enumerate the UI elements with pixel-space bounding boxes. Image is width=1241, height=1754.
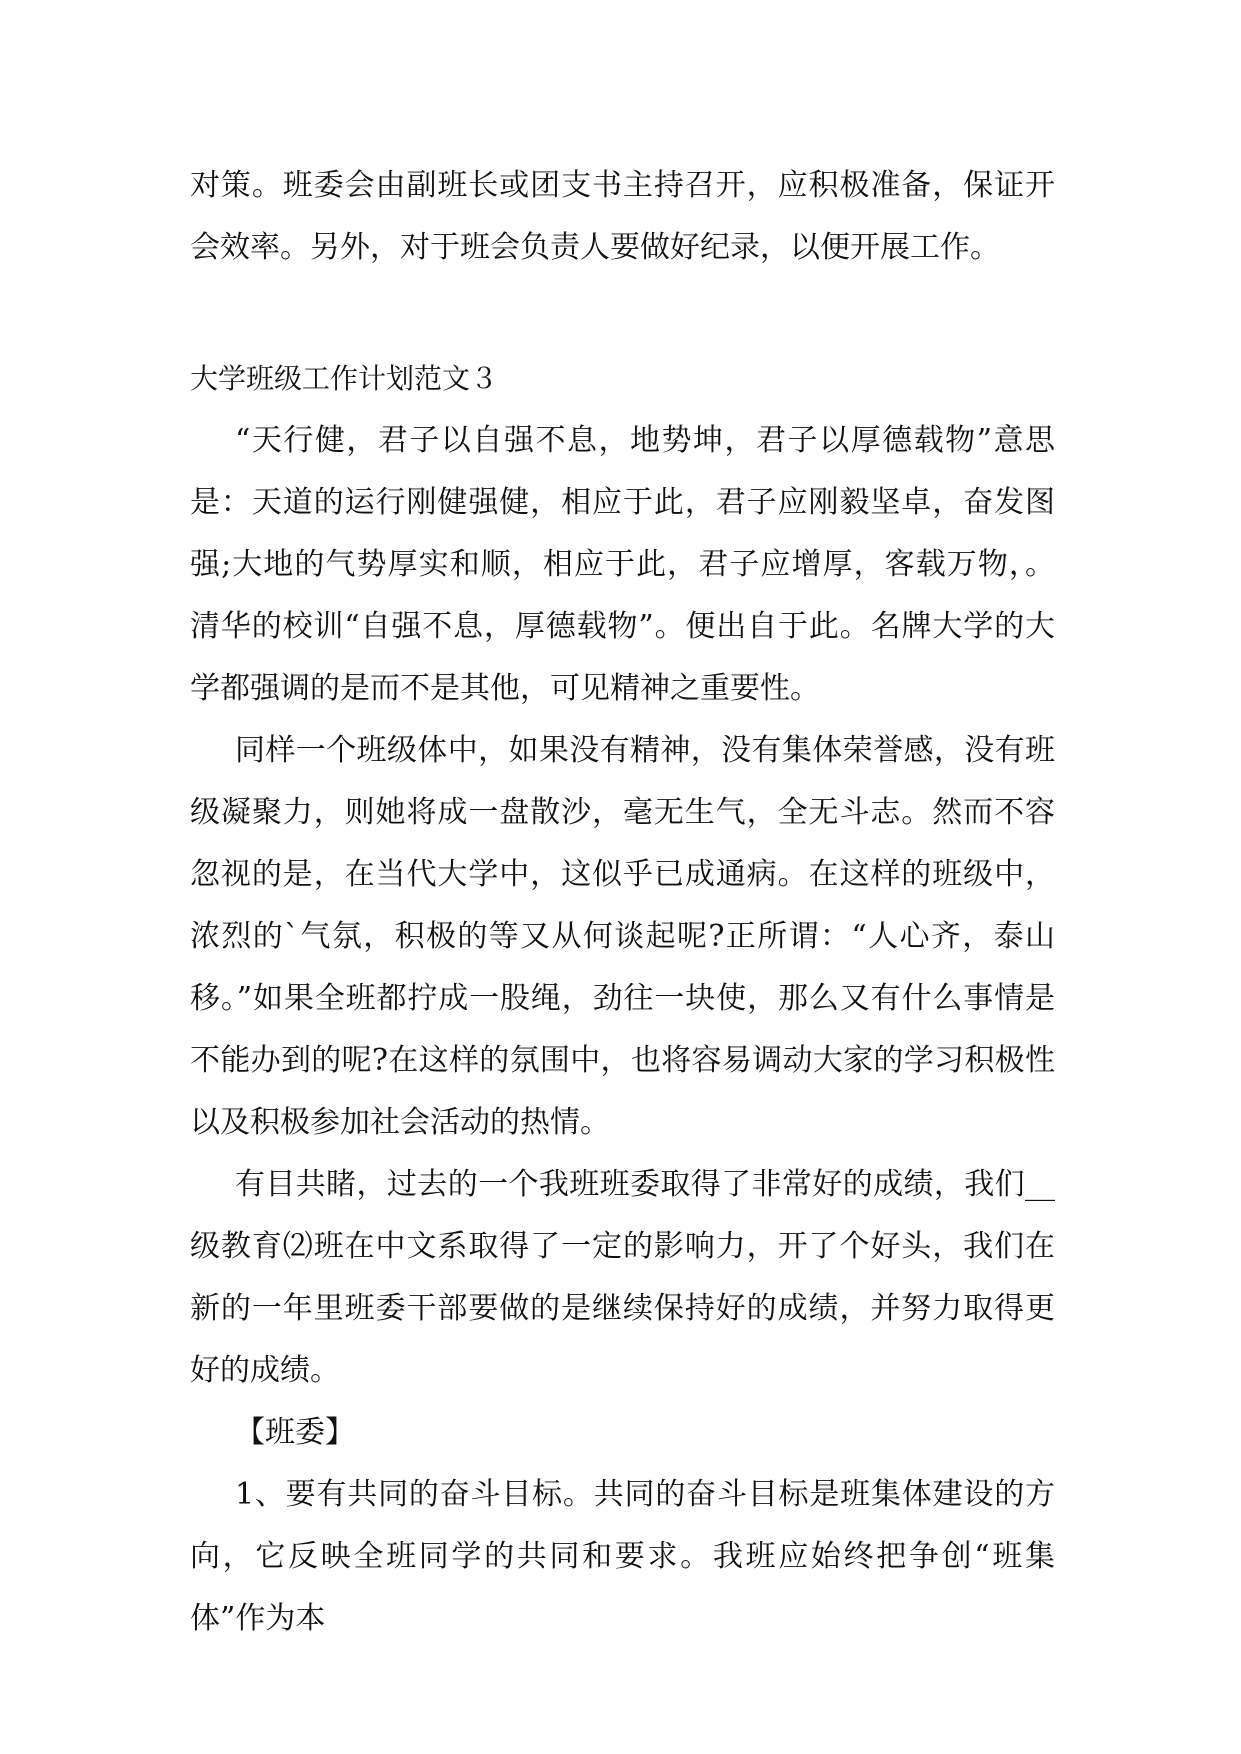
paragraph-common-goal: 1、要有共同的奋斗目标。共同的奋斗目标是班集体建设的方向，它反映全班同学的共同和要求。我班应始终把争创“班集体”作为本 — [190, 1477, 1055, 1636]
continuation-text: 对策。班委会由副班长或团支书主持召开，应积极准备，保证开会效率。另外，对于班会负责人要做好纪录，以便开展工作。 — [190, 168, 1055, 265]
paragraph-motto: “天行健，君子以自强不息，地势坤，君子以厚德载物”意思是：天道的运行刚健强健，相应于此，君子应刚毅坚卓，奋发图强;大地的气势厚实和顺，相应于此，君子应增厚，客载万物，。清华的校训“自强不息，厚德载物”。便出自于此。名牌大学的大学都强调的是而不是其他，可见精神之重要性。 — [190, 423, 1055, 706]
continuation-paragraph — [190, 155, 1055, 279]
paragraph-committee-heading: 【班委】 — [235, 1415, 355, 1450]
paragraph-class-spirit: 同样一个班级体中，如果没有精神，没有集体荣誉感，没有班级凝聚力，则她将成一盘散沙，毫无生气，全无斗志。然而不容忽视的是，在当代大学中，这似乎已成通病。在这样的班级中，浓烈的`气氛，积极的等又从何谈起呢?正所谓：“人心齐，泰山移。”如果全班都拧成一股绳，劲往一块使，那么又有什么事情是不能办到的呢?在这样的氛围中，也将容易调动大家的学习积极性以及积极参加社会活动的热情。 — [190, 733, 1055, 1140]
section-heading: 大学班级工作计划范文３ — [190, 362, 499, 395]
section-body — [190, 410, 1055, 1650]
paragraph-achievements: 有目共睹，过去的一个我班班委取得了非常好的成绩，我们__级教育⑵班在中文系取得了一定的影响力，开了个好头，我们在新的一年里班委干部要做的是继续保持好的成绩，并努力取得更好的成绩。 — [190, 1167, 1055, 1388]
